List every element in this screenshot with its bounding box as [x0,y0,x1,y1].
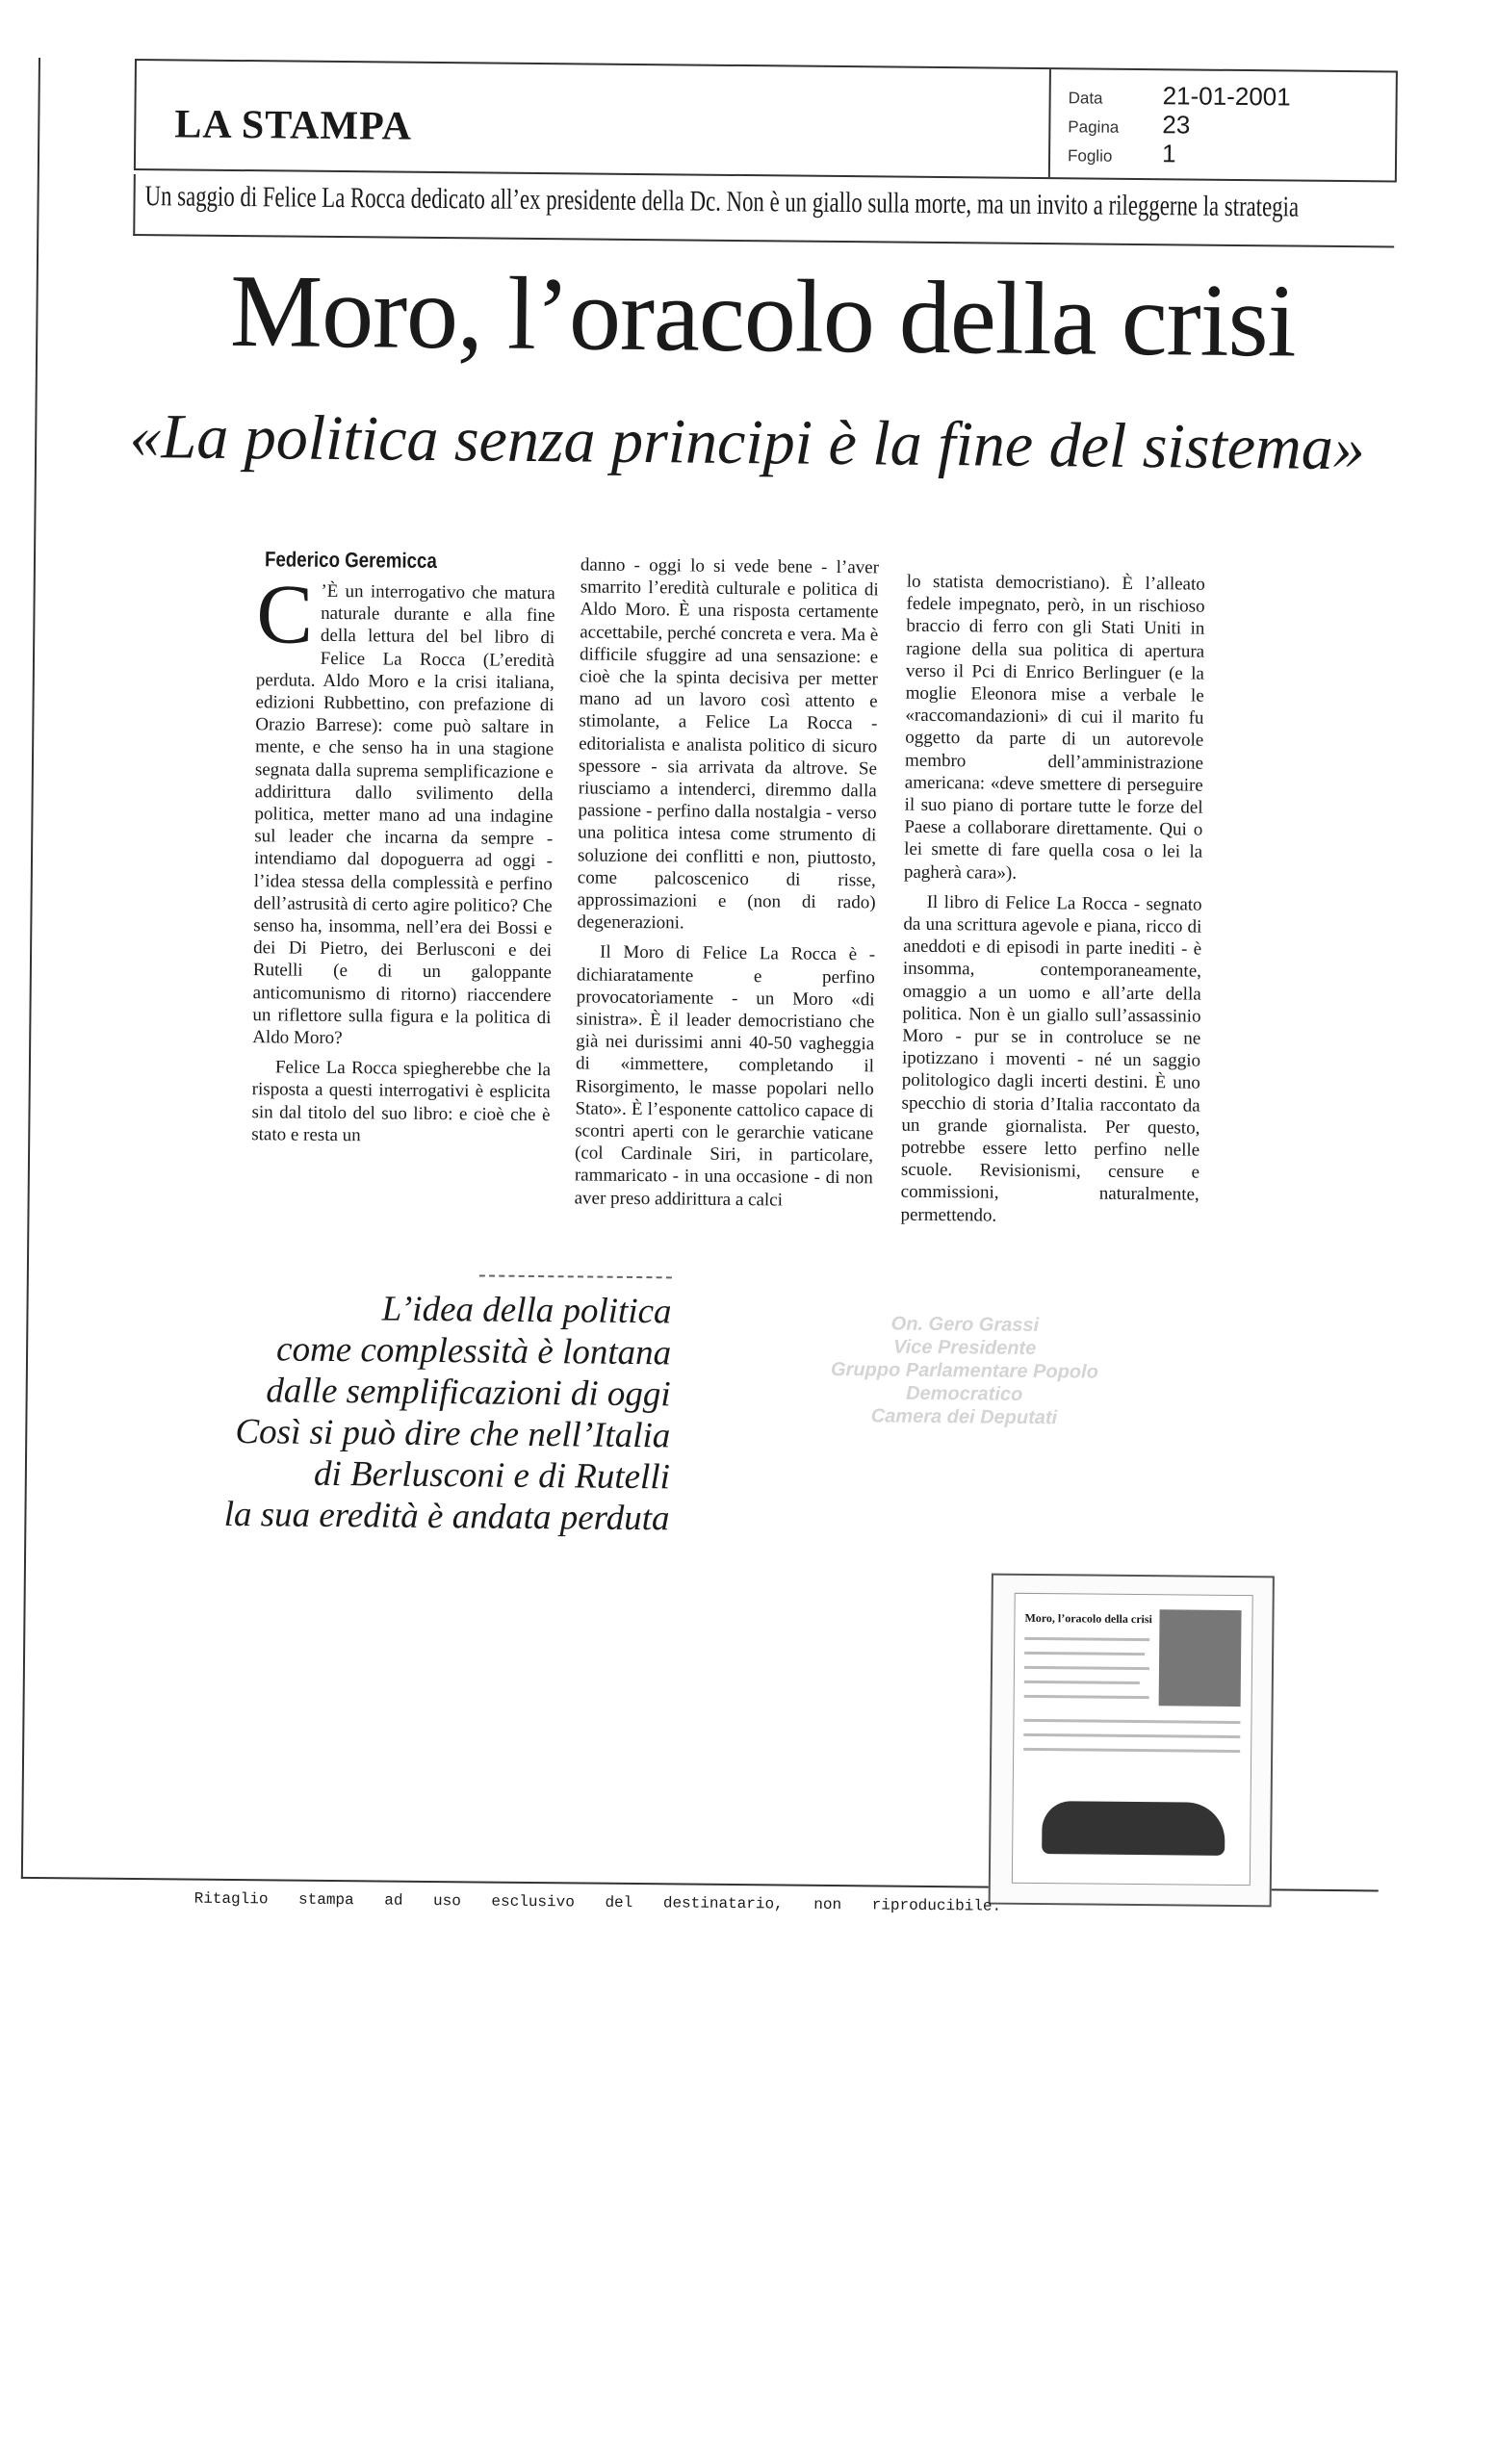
paragraph: danno - oggi lo si vede bene - l’aver smarrito l’eredità culturale e politica di Aldo Moro. È una risposta certamente accettabile, perché concreta e vera. Ma è difficile sfuggire ad una sensazione: e cioè che la spinta decisiva per metter mano ad un lavoro così attento e stimolante, a Felice La Rocca - editorialista e analista politico di sicuro spessore - sia arrivata da altrove. Se riusciamo a intenderci, diremmo dalla passione - perfino dalla nostalgia - verso una politica intesa come strumento di soluzione dei conflitti e non, piuttosto, come palcoscenico di risse, approssimazioni e (non di rado) degenerazioni. [577,554,880,934]
article-column-1 [251,568,555,1156]
byline: Federico Geremicca [264,547,437,573]
thumbnail-page [1012,1593,1253,1886]
thumbnail-headline: Moro, l’oracolo della crisi [1024,1610,1152,1627]
page-thumbnail [989,1574,1275,1908]
paragraph: Felice La Rocca spiegherebbe che la risposta a questi interrogativi è esplicita sin dal titolo del suo libro: e cioè che è stato e resta un [251,1057,552,1146]
thumbnail-photo [1159,1609,1242,1707]
newspaper-title: LA STAMPA [174,102,413,149]
thumbnail-text-line [1024,1652,1145,1656]
thumbnail-text-line [1023,1748,1240,1753]
faint-stamp [771,1311,1157,1430]
article-column-2 [574,553,879,1219]
stamp-line: Vice Presidente [892,1336,1037,1360]
footer-notice: Ritaglio stampa ad uso esclusivo del destinatario, non riproducibile. [193,1889,1002,1915]
pull-quote-line: la sua eredità è andata perduta [223,1494,670,1539]
thumbnail-text-line [1023,1733,1240,1738]
thumbnail-text-line [1024,1637,1149,1641]
pull-quote-line: dalle semplificazioni di oggi [266,1371,671,1415]
drop-cap: C [255,568,314,662]
stamp-line: On. Gero Grassi [890,1313,1040,1337]
masthead [134,59,1398,183]
article-column-3 [900,571,1205,1237]
pull-quote [168,1286,671,1539]
meta-value: 23 [1162,110,1191,140]
meta-label: Foglio [1067,146,1113,166]
thumbnail-text-line [1024,1666,1149,1670]
thumbnail-text-line [1024,1681,1140,1684]
meta-sheet [1068,141,1385,168]
headline: Moro, l’oracolo della crisi [229,253,1297,379]
paragraph [252,568,555,1051]
meta-page [1068,112,1385,140]
meta-date [1069,83,1386,111]
pull-quote-line: di Berlusconi e di Rutelli [313,1453,671,1498]
stamp-line: Camera dei Deputati [870,1405,1058,1429]
clipping-meta-box [1048,69,1396,180]
meta-label: Pagina [1068,117,1120,137]
pull-quote-line: come complessità è lontana [275,1329,672,1373]
pull-quote-line: Così si può dire che nell’Italia [235,1412,671,1456]
meta-label: Data [1068,89,1103,108]
kicker-bar [133,174,1395,248]
meta-value: 21-01-2001 [1162,81,1291,112]
pull-quote-line: L’idea della politica [381,1289,672,1332]
paragraph: Il Moro di Felice La Rocca è - dichiaratamente e perfino provocatoriamente - un Moro «di sinistra». È il leader democristiano che già nei durissimi anni 40-50 vagheggia di «immettere, completando il Risorgimento, le masse popolari nello Stato». È l’esponente cattolico capace di scontri aperti con le gerarchie vaticane (col Cardinale Siri, in particolare, rammaricato - in una occasione - di non aver preso addirittura a calci [574,942,876,1211]
meta-value: 1 [1161,139,1176,168]
press-clipping [21,58,1398,1915]
thumbnail-text-line [1023,1719,1240,1724]
paragraph-text: ’È un interrogativo che matura naturale durante e alla fine della lettura del bel libro di Felice La Rocca (L’eredità perduta. Aldo Moro e la crisi italiana, edizioni Rubbettino, con prefazione di Orazio Barrese): come può saltare in mente, e che senso ha in una stagione segnata dalla suprema semplificazione e addirittura dallo svilimento della politica, metter mano ad una indagine sul leader che incarna da sempre - intendiamo dal dopoguerra ad oggi - l’idea stessa della complessità e perfino dell’astrusità di certo agire politico? Che senso ha, insomma, nell’era dei Bossi e dei Di Pietro, dei Berlusconi e dei Rutelli (e di un galoppante anticomunismo di ritorno) riaccendere un riflettore sulla figura e la politica di Aldo Moro? [252,580,555,1049]
kicker-text: Un saggio di Felice La Rocca dedicato all’ex presidente della Dc. Non è un giallo sulla morte, ma un invito a rileggerne la strategia [144,180,1300,223]
stamp-line: Gruppo Parlamentare Popolo Democratico [830,1358,1098,1405]
paragraph: Il libro di Felice La Rocca - segnato da una scrittura agevole e piana, ricco di aneddoti e di episodi in parte inediti - è insomma, contemporaneamente, omaggio a un uomo e all’arte della politica. Non è un giallo sull’assassinio Moro - pur se in controluce se ne ipotizzano i moventi - né un saggio politologico dagli incerti destini. È uno specchio di storia d’Italia raccontato da un grande giornalista. Per questo, potrebbe essere letto perfino nelle scuole. Revisionismi, censure e commissioni, naturalmente, permettendo. [900,891,1202,1226]
subheadline: «La politica senza principi è la fine del sistema» [129,400,1366,484]
thumbnail-text-line [1024,1695,1149,1699]
thumbnail-car-ad [1042,1801,1225,1856]
paragraph: lo statista democristiano). È l’alleato fedele impegnato, però, in un rischioso braccio di ferro con gli Stati Uniti in ragione della sua politica di apertura verso il Pci di Enrico Berlinguer (e la moglie Eleonora mise a verbale le «raccomandazioni» di cui il marito fu oggetto da parte di un autorevole membro dell’amministrazione americana: «deve smettere di perseguire il suo piano di portare tutte le forze del Paese a collaborare direttamente. Qui o lei smette di fare quella cosa o lei la pagherà cara»). [903,571,1205,884]
